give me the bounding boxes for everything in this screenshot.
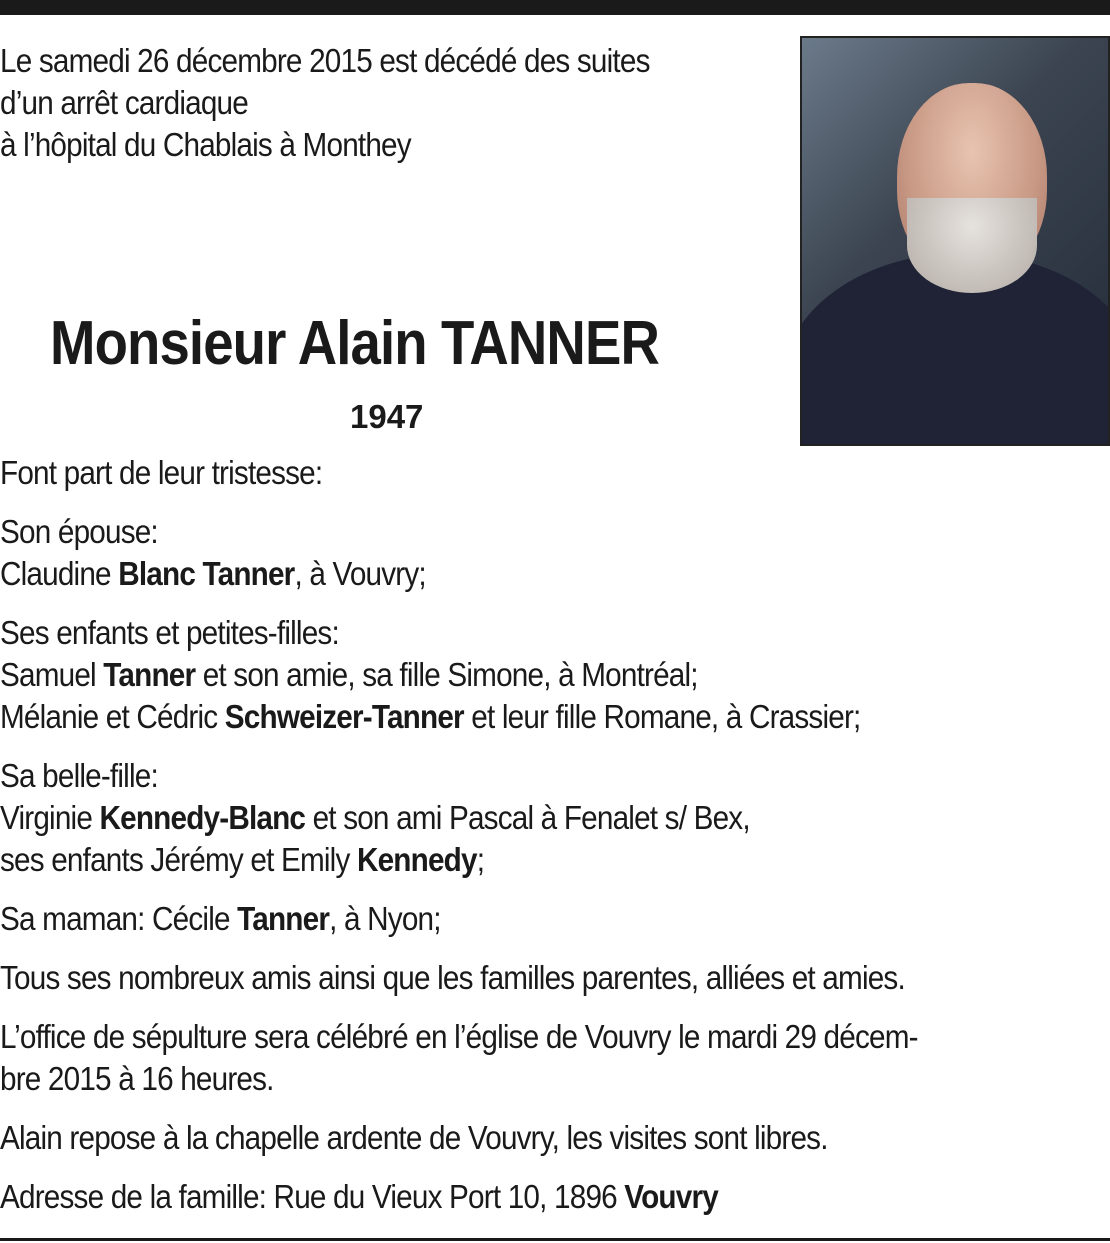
- intro-line: Le samedi 26 décembre 2015 est décédé des suites: [0, 42, 650, 79]
- notice-body: [0, 452, 918, 1235]
- paragraph-funeral: [0, 1016, 918, 1100]
- line: Samuel Tanner et son amie, sa fille Simone, à Montréal;: [0, 656, 698, 693]
- line: Mélanie et Cédric Schweizer-Tanner et leur fille Romane, à Crassier;: [0, 698, 861, 735]
- top-rule: [0, 0, 1110, 15]
- paragraph: Font part de leur tristesse:: [0, 454, 323, 491]
- deceased-name: Monsieur Alain TANNER: [50, 309, 659, 378]
- line: ses enfants Jérémy et Emily Kennedy;: [0, 841, 485, 878]
- paragraph-friends: Tous ses nombreux amis ainsi que les familles parentes, alliées et amies.: [0, 959, 905, 996]
- portrait-photo: [800, 36, 1110, 446]
- birth-year: 1947: [350, 398, 424, 435]
- line: Sa belle-fille:: [0, 757, 158, 794]
- line: Virginie Kennedy-Blanc et son ami Pascal à Fenalet s/ Bex,: [0, 799, 750, 836]
- paragraph-spouse: [0, 511, 918, 595]
- paragraph-chapel: Alain repose à la chapelle ardente de Vouvry, les visites sont libres.: [0, 1119, 828, 1156]
- intro-line: à l’hôpital du Chablais à Monthey: [0, 126, 411, 163]
- line: L’office de sépulture sera célébré en l’église de Vouvry le mardi 29 décem-: [0, 1018, 918, 1055]
- line: bre 2015 à 16 heures.: [0, 1060, 274, 1097]
- bottom-rule: [0, 1238, 1110, 1241]
- death-notice-intro: [0, 40, 650, 166]
- paragraph-mother: Sa maman: Cécile Tanner, à Nyon;: [0, 900, 441, 937]
- line: Claudine Blanc Tanner, à Vouvry;: [0, 555, 426, 592]
- paragraph-address: Adresse de la famille: Rue du Vieux Port 10, 1896 Vouvry: [0, 1178, 718, 1215]
- line: Son épouse:: [0, 513, 158, 550]
- paragraph-daughter-in-law: [0, 755, 918, 881]
- paragraph-children: [0, 612, 918, 738]
- intro-line: d’un arrêt cardiaque: [0, 84, 248, 121]
- line: Ses enfants et petites-filles:: [0, 614, 339, 651]
